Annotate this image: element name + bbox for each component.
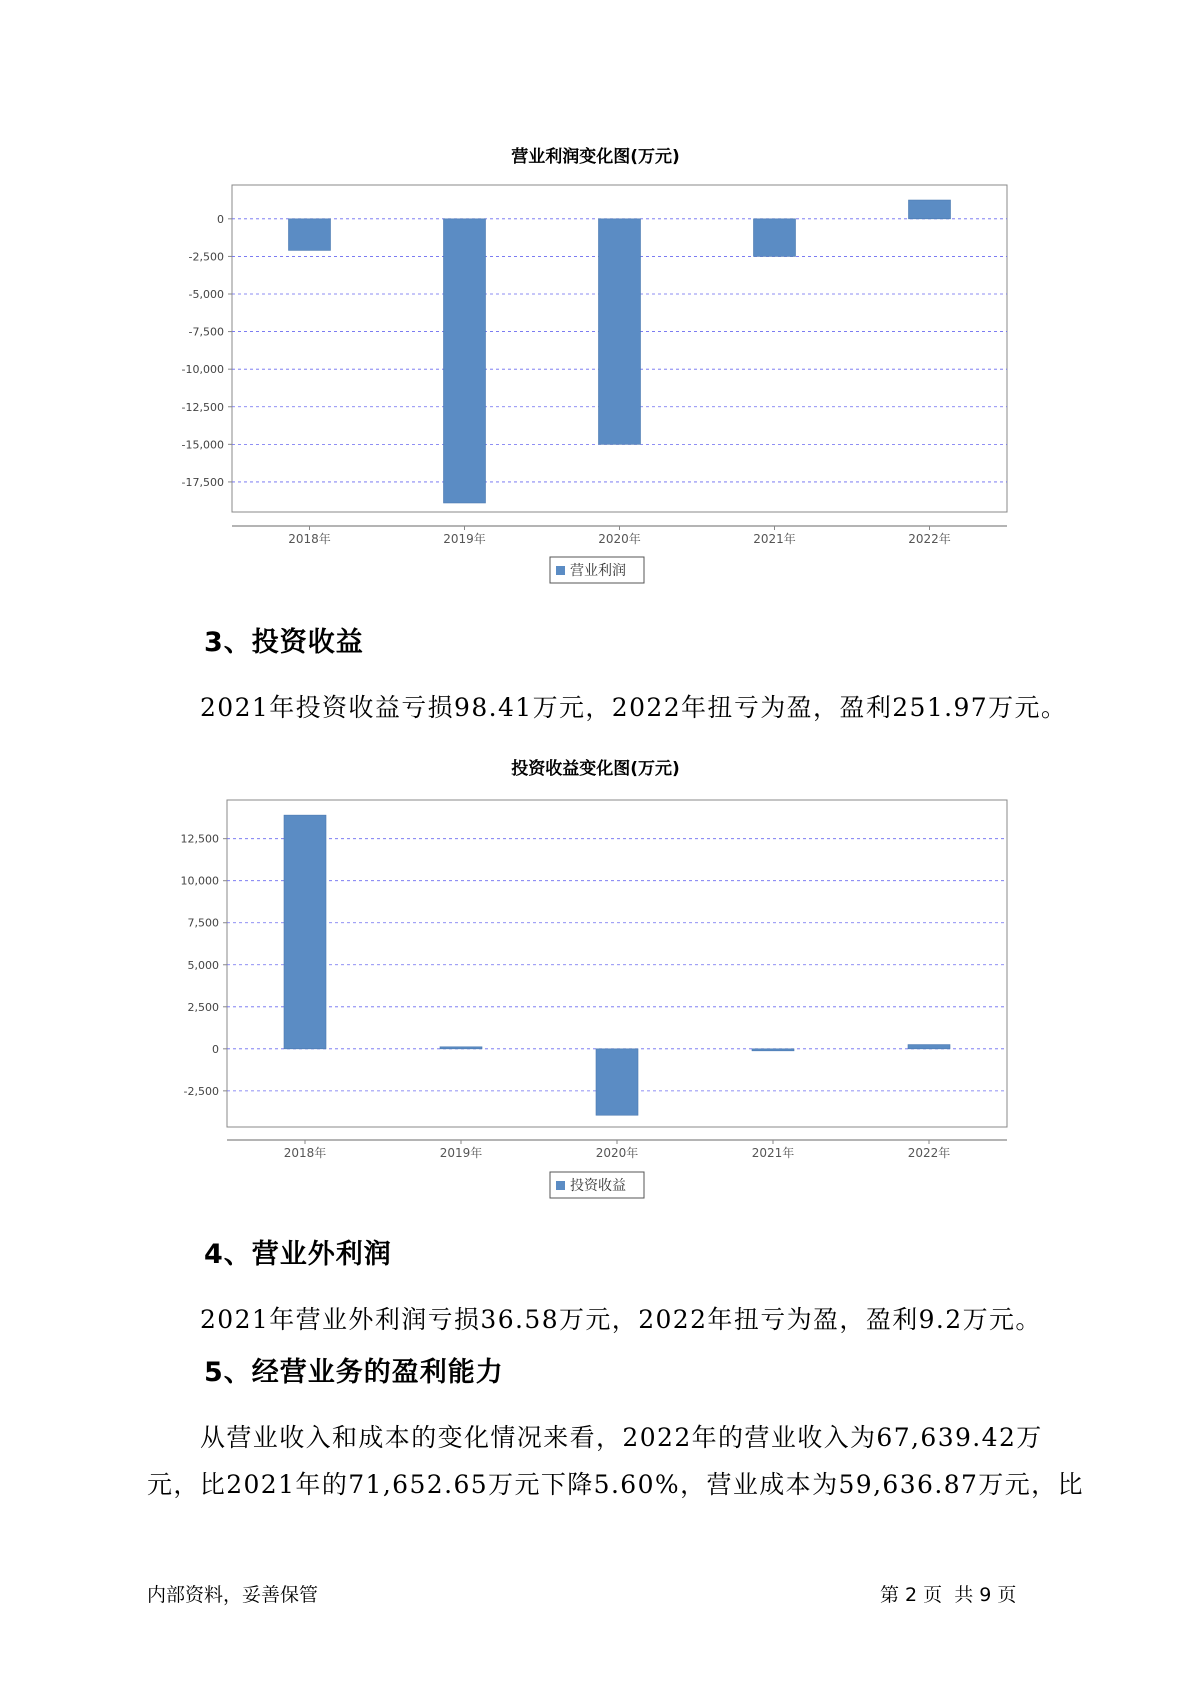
legend [550, 557, 644, 583]
x-tick-label: 2020年 [595, 1146, 639, 1160]
x-tick-label: 2021年 [753, 532, 796, 546]
bar [284, 815, 326, 1049]
bar [754, 219, 796, 257]
y-tick-label: -17,500 [181, 475, 224, 489]
y-tick-label: 0 [217, 212, 224, 226]
x-tick-label: 2022年 [908, 532, 951, 546]
section-5-heading: 5、经营业务的盈利能力 [204, 1357, 504, 1388]
y-tick-label: 10,000 [180, 874, 219, 888]
legend-swatch [556, 1181, 565, 1190]
bar [908, 1045, 950, 1049]
y-tick-label: 7,500 [187, 916, 219, 930]
section-5-line2: 元，比2021年的71,652.65万元下降5.60%，营业成本为59,636.87万元，比 [147, 1470, 1084, 1499]
bar [752, 1049, 794, 1051]
y-tick-label: -7,500 [188, 325, 224, 339]
bar [289, 219, 331, 251]
chart1-title: 营业利润变化图(万元) [511, 147, 680, 167]
legend-swatch [556, 566, 565, 575]
x-tick-label: 2019年 [439, 1146, 483, 1160]
section-4-text: 2021年营业外利润亏损36.58万元，2022年扭亏为盈，盈利9.2万元。 [200, 1305, 1042, 1334]
x-tick-label: 2021年 [751, 1146, 795, 1160]
bar [909, 200, 951, 219]
legend-label: 营业利润 [570, 563, 626, 579]
y-tick-label: 5,000 [187, 958, 219, 972]
section-3-text: 2021年投资收益亏损98.41万元，2022年扭亏为盈，盈利251.97万元。 [200, 693, 1068, 722]
bar [599, 219, 641, 445]
section-3-heading: 3、投资收益 [204, 627, 364, 658]
bar [444, 219, 486, 503]
legend-label: 投资收益 [570, 1178, 626, 1194]
bar [596, 1049, 638, 1115]
footer-page-number: 第 2 页 共 9 页 [880, 1584, 1017, 1606]
y-tick-label: 0 [212, 1042, 219, 1056]
investment-income-chart [0, 780, 1191, 1220]
y-tick-label: -12,500 [181, 400, 224, 414]
x-tick-label: 2019年 [443, 532, 486, 546]
operating-profit-chart [0, 160, 1191, 600]
y-tick-label: -10,000 [181, 363, 224, 377]
y-tick-label: -2,500 [188, 250, 224, 264]
y-tick-label: -2,500 [183, 1084, 219, 1098]
x-tick-label: 2018年 [283, 1146, 327, 1160]
chart2-title: 投资收益变化图(万元) [511, 759, 680, 779]
bar [440, 1047, 482, 1049]
x-tick-label: 2022年 [907, 1146, 951, 1160]
x-tick-label: 2018年 [288, 532, 331, 546]
y-tick-label: 2,500 [187, 1000, 219, 1014]
y-tick-label: 12,500 [180, 832, 219, 846]
section-5-line1: 从营业收入和成本的变化情况来看，2022年的营业收入为67,639.42万 [200, 1423, 1043, 1452]
legend [550, 1172, 644, 1198]
footer-confidential: 内部资料，妥善保管 [147, 1584, 319, 1606]
y-tick-label: -5,000 [188, 288, 224, 301]
y-tick-label: -15,000 [181, 438, 224, 452]
x-tick-label: 2020年 [598, 532, 641, 546]
section-4-heading: 4、营业外利润 [204, 1239, 392, 1270]
